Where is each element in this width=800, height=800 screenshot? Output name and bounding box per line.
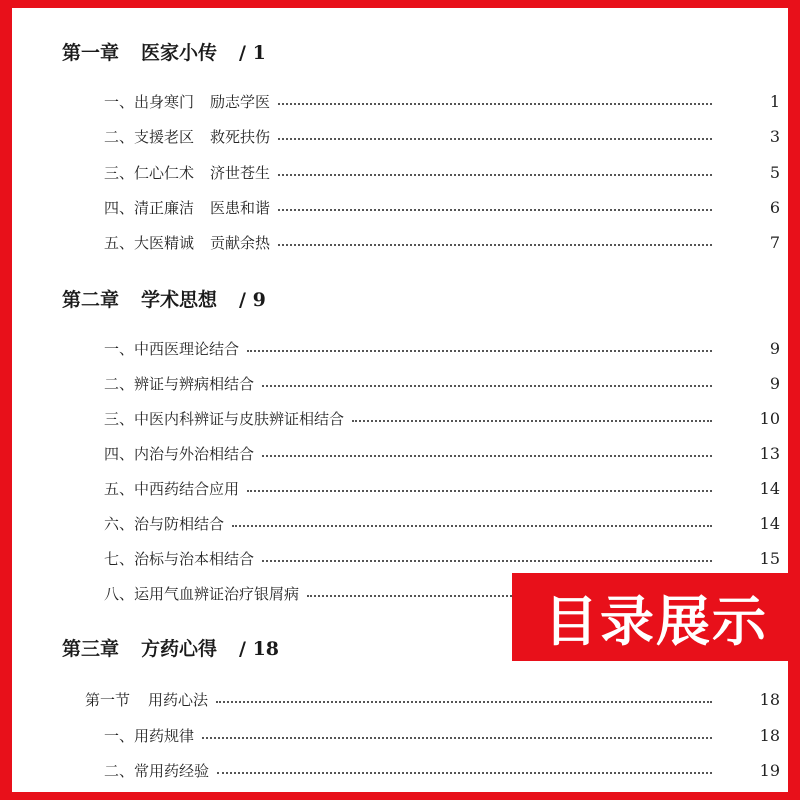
chapter-label: 第一章 (62, 42, 120, 64)
badge-text: 目录展示 (544, 589, 768, 653)
chapter-page: / 18 (239, 638, 280, 660)
chapter-heading-3 (62, 634, 279, 661)
dot-leader (352, 418, 712, 422)
dot-leader (262, 453, 712, 457)
toc-entry[interactable]: 二、 辨证与辨病相结合 9 (104, 373, 780, 393)
toc-entry[interactable]: 五、 大医精诚 贡献余热 7 (104, 232, 780, 252)
dot-leader (232, 523, 712, 527)
toc-entry[interactable]: 八、 运用气血辨证治疗银屑病 (104, 581, 720, 605)
page-number: 9 (769, 338, 780, 358)
chapter-name: 学术思想 (141, 289, 218, 311)
dot-leader (278, 172, 712, 176)
page-number: 1 (769, 91, 780, 111)
dot-leader (278, 207, 712, 211)
chapter-page: / 9 (239, 289, 266, 311)
chapter-name: 方药心得 (141, 638, 218, 660)
toc-entry[interactable]: 一、 中西医理论结合 9 (104, 338, 780, 358)
dot-leader (202, 735, 712, 739)
chapter-page: / 1 (239, 42, 266, 64)
toc-entry[interactable]: 四、 内治与外治相结合 13 (104, 443, 780, 463)
toc-entry[interactable]: 三、 仁心仁术 济世苍生 5 (104, 162, 780, 182)
chapter-heading-2 (62, 285, 266, 312)
toc-entry[interactable]: 四、 清正廉洁 医患和谐 6 (104, 197, 780, 217)
page-number: 13 (759, 443, 780, 463)
toc-entry[interactable]: 一、 出身寒门 励志学医 1 (104, 91, 780, 111)
dot-leader (278, 136, 712, 140)
toc-entry[interactable]: 三、 中医内科辨证与皮肤辨证相结合 10 (104, 408, 780, 428)
page-number: 15 (759, 548, 780, 568)
toc-section[interactable]: 第一节 用药心法 18 (85, 689, 780, 709)
dot-leader (278, 101, 712, 105)
page-number: 5 (769, 162, 780, 182)
page-number: 19 (759, 760, 780, 780)
dot-leader (262, 383, 712, 387)
page-number: 9 (769, 373, 780, 393)
page-number: 10 (759, 408, 780, 428)
dot-leader (217, 770, 712, 774)
page-number: 6 (769, 197, 780, 217)
chapter-heading-1 (62, 38, 266, 65)
toc-entry[interactable]: 二、 支援老区 救死扶伤 3 (104, 126, 780, 146)
toc-entry[interactable]: 六、 治与防相结合 14 (104, 513, 780, 533)
dot-leader (278, 242, 712, 246)
page-number: 18 (759, 689, 780, 709)
dot-leader (247, 488, 712, 492)
chapter-name: 医家小传 (141, 42, 218, 64)
page-number: 14 (759, 478, 780, 498)
chapter-label: 第三章 (62, 638, 120, 660)
dot-leader (262, 558, 712, 562)
toc-showcase-badge (512, 573, 800, 661)
page-number: 7 (769, 232, 780, 252)
toc-entry[interactable]: 一、 用药规律 18 (104, 725, 780, 745)
dot-leader (216, 699, 712, 703)
toc-entry[interactable]: 二、 常用药经验 19 (104, 760, 780, 780)
toc-entry[interactable]: 七、 治标与治本相结合 15 (104, 548, 780, 568)
page-number: 18 (759, 725, 780, 745)
chapter-label: 第二章 (62, 289, 120, 311)
dot-leader (247, 348, 712, 352)
page-number: 14 (759, 513, 780, 533)
toc-entry[interactable]: 五、 中西药结合应用 14 (104, 478, 780, 498)
page-number: 3 (769, 126, 780, 146)
